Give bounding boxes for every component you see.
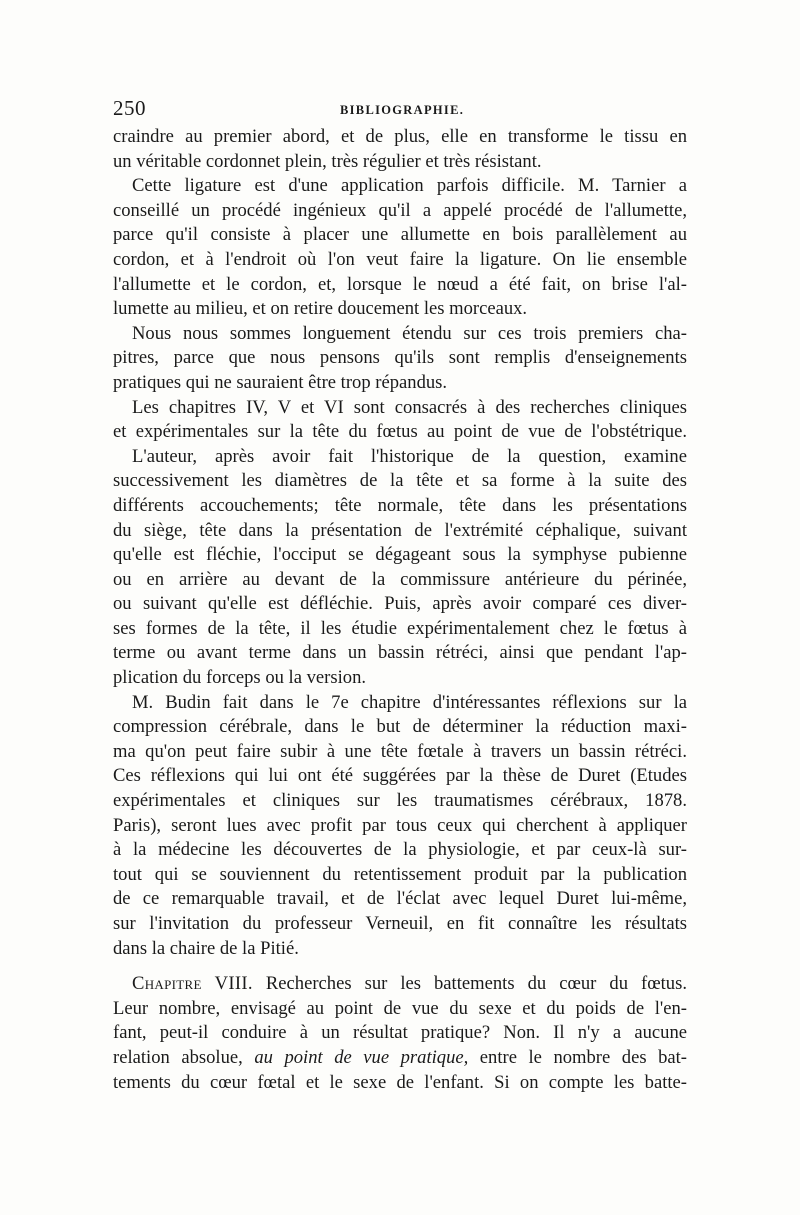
text-line: sur l'invitation du professeur Verneuil, en fit connaître les résultats	[113, 913, 687, 934]
text-line: différents accouchements; tête normale, tête dans les présentations	[113, 494, 687, 516]
text-line: du siège, tête dans la présentation de l'extrémité céphalique, suivant	[113, 519, 687, 541]
chapter-heading: Chapitre VIII.	[132, 973, 253, 995]
section-gap	[113, 961, 687, 972]
text-line	[113, 972, 687, 997]
text-line: lumette au milieu, et on retire doucement les morceaux.	[113, 298, 528, 320]
text-line: ou suivant qu'elle est défléchie. Puis, après avoir comparé ces diver-	[113, 593, 687, 615]
text-line: M. Budin fait dans le 7e chapitre d'intéressantes réflexions sur la	[132, 691, 687, 713]
text-line: et expérimentales sur la tête du fœtus au point de vue de l'obstétrique.	[113, 421, 687, 443]
text-line: pratiques qui ne sauraient être trop répandus.	[113, 371, 448, 393]
text-line: tout qui se souviennent du retentissement produit par la publication	[113, 863, 687, 885]
text-line: Ces réflexions qui lui ont été suggérées par la thèse de Duret (Etudes	[113, 765, 687, 787]
text-line: Paris), seront lues avec profit par tous ceux qui cherchent à appliquer	[113, 814, 687, 836]
text-line: à la médecine les découvertes de la physiologie, et par ceux-là sur-	[113, 839, 687, 861]
paragraph-chapters-iv-vi	[113, 396, 687, 445]
text-fragment: entre le nombre des bat-	[468, 1046, 687, 1068]
text-line: compression cérébrale, dans le but de déterminer la réduction maxi-	[113, 716, 687, 738]
text-line: terme ou avant terme dans un bassin rétréci, ainsi que pendant l'ap-	[113, 642, 687, 664]
text-line: L'auteur, après avoir fait l'historique de la question, examine	[132, 445, 687, 467]
paragraph-ligature	[113, 174, 687, 322]
paragraph-continuation	[113, 125, 687, 174]
text-line: cordon, et à l'endroit où l'on veut faire la ligature. On lie ensemble	[113, 248, 687, 270]
text-line: pitres, parce que nous pensons qu'ils sont remplis d'enseignements	[113, 347, 687, 369]
text-line: l'allumette et le cordon, et, lorsque le nœud a été fait, on brise l'al-	[113, 273, 687, 295]
page-header	[113, 96, 693, 126]
text-line: tements du cœur fœtal et le sexe de l'enfant. Si on compte les batte-	[113, 1071, 687, 1093]
text-line: Leur nombre, envisagé au point de vue du sexe et du poids de l'en-	[113, 997, 687, 1019]
body-text	[113, 125, 687, 1095]
text-line: ses formes de la tête, il les étudie expérimentalement chez le fœtus à	[113, 617, 687, 639]
text-line: de ce remarquable travail, et de l'éclat avec lequel Duret lui-même,	[113, 888, 687, 910]
text-line: successivement les diamètres de la tête et sa forme à la suite des	[113, 470, 687, 492]
paragraph-chapter-viii	[113, 972, 687, 1095]
text-line: Cette ligature est d'une application parfois difficile. M. Tarnier a	[132, 175, 687, 197]
text-line: un véritable cordonnet plein, très régulier et très résistant.	[113, 150, 542, 172]
text-line: ma qu'on peut faire subir à une tête fœtale à travers un bassin rétréci.	[113, 740, 687, 762]
chapter-heading-rest: Recherches sur les battements du cœur du fœtus.	[252, 973, 687, 995]
italic-phrase: au point de vue pratique,	[254, 1046, 469, 1068]
running-title: BIBLIOGRAPHIE.	[340, 103, 465, 117]
text-line: dans la chaire de la Pitié.	[113, 937, 299, 959]
text-line: craindre au premier abord, et de plus, elle en transforme le tissu en	[113, 126, 687, 147]
text-line: fant, peut-il conduire à un résultat pratique? Non. Il n'y a aucune	[113, 1022, 687, 1044]
page-number: 250	[113, 96, 146, 120]
text-fragment: relation absolue,	[113, 1046, 255, 1068]
text-line: expérimentales et cliniques sur les traumatismes cérébraux, 1878.	[113, 790, 687, 812]
paragraph-author-history	[113, 445, 687, 691]
text-line: plication du forceps ou la version.	[113, 667, 367, 689]
paragraph-first-chapters	[113, 322, 687, 396]
text-line	[113, 1046, 687, 1071]
text-line: qu'elle est fléchie, l'occiput se dégageant sous la symphyse pubienne	[113, 544, 687, 566]
paragraph-budin-chapter-7	[113, 691, 687, 962]
text-line: Nous nous sommes longuement étendu sur ces trois premiers cha-	[132, 322, 687, 344]
text-line: parce qu'il consiste à placer une allumette en bois parallèlement au	[113, 224, 687, 246]
text-line: ou en arrière au devant de la commissure antérieure du périnée,	[113, 568, 687, 590]
text-line: Les chapitres IV, V et VI sont consacrés à des recherches cliniques	[132, 396, 687, 418]
text-line: conseillé un procédé ingénieux qu'il a appelé procédé de l'allumette,	[113, 199, 687, 221]
